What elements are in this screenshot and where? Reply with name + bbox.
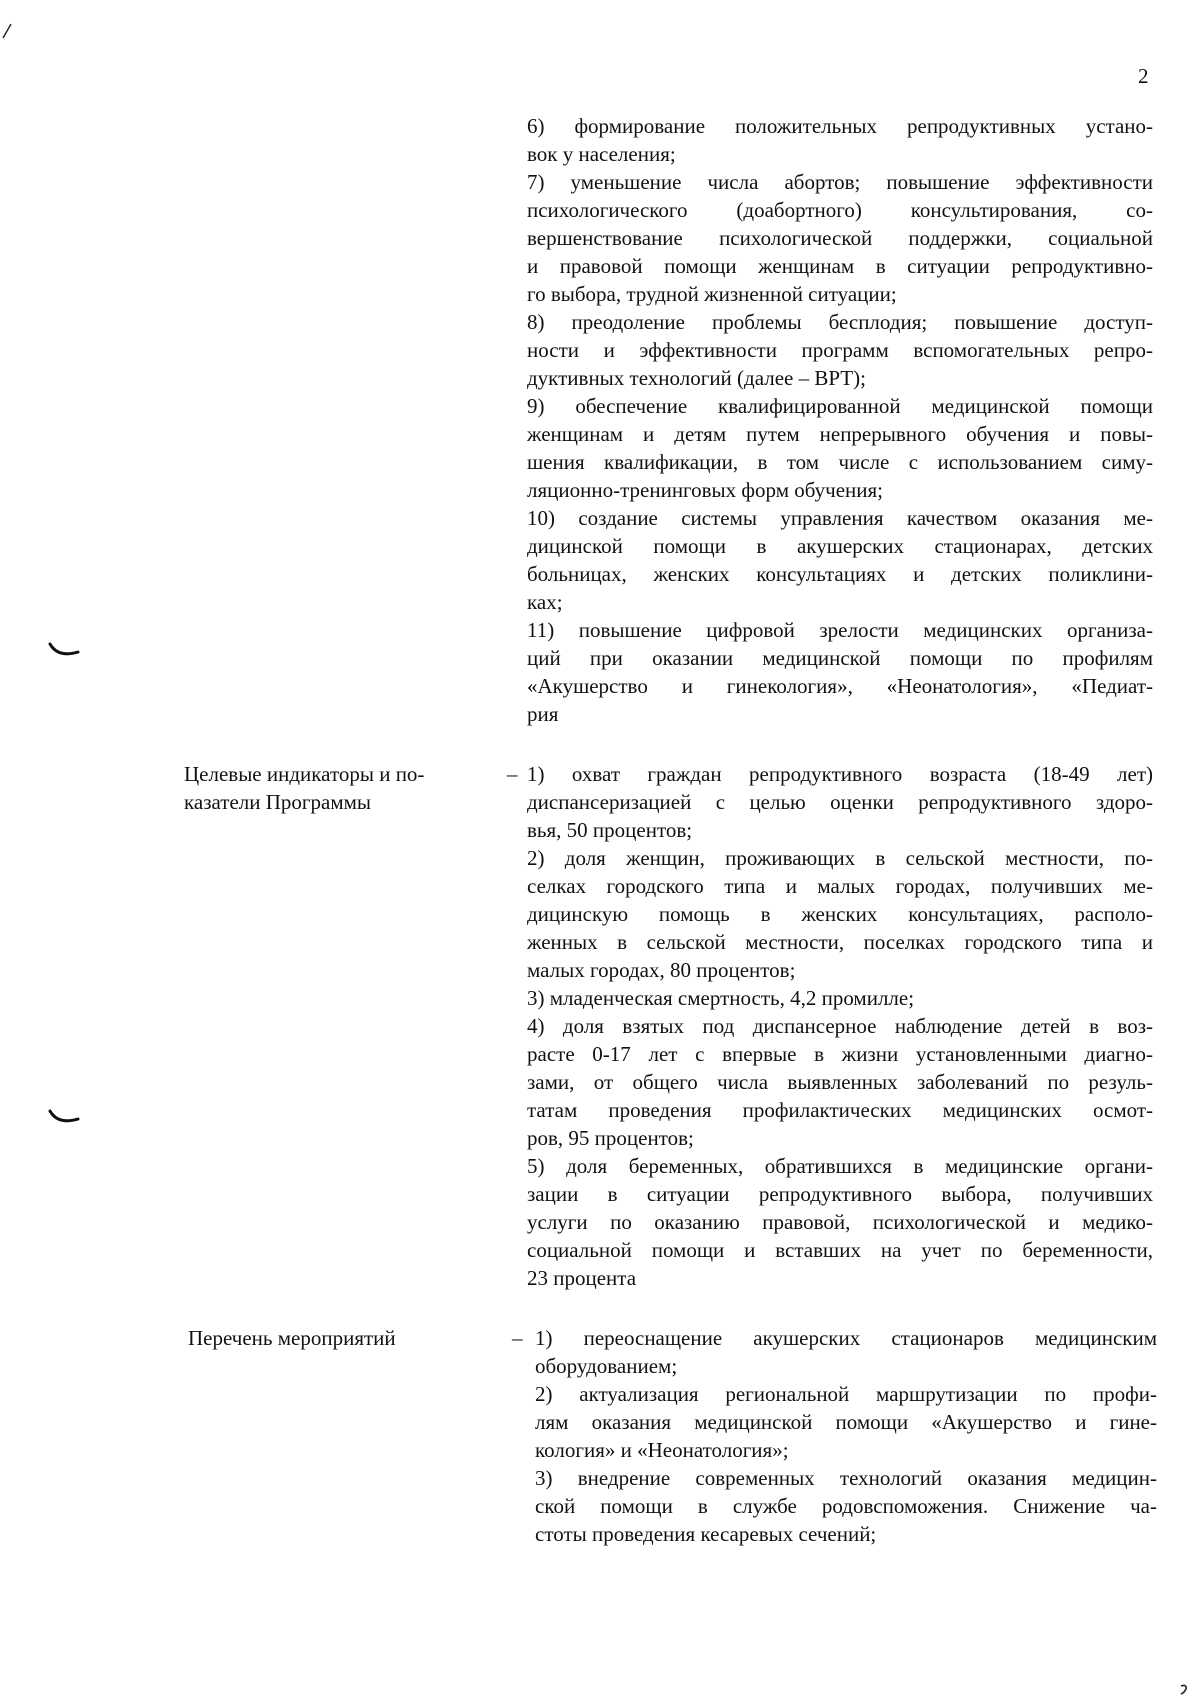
scan-mark-bottom [1178, 1682, 1192, 1696]
text-line: 3) младенческая смертность, 4,2 промилле; [527, 986, 915, 1010]
text-line: и правовой помощи женщинам в ситуации репродуктивно- [527, 254, 1153, 278]
text-line: 4) доля взятых под диспансерное наблюдение детей в воз- [527, 1014, 1153, 1038]
text-line: 9) обеспечение квалифицированной медицинской помощи [527, 394, 1153, 418]
text-line: женных в сельской местности, поселках городского типа и [527, 930, 1153, 954]
text-line: 8) преодоление проблемы бесплодия; повышение доступ- [527, 310, 1153, 334]
text-line: стоты проведения кесаревых сечений; [535, 1522, 877, 1546]
text-line: малых городах, 80 процентов; [527, 958, 796, 982]
text-line: го выбора, трудной жизненной ситуации; [527, 282, 897, 306]
text-line: женщинам и детям путем непрерывного обучения и повы- [527, 422, 1153, 446]
text-line: вершенствование психологической поддержки, социальной [527, 226, 1153, 250]
text-line: вья, 50 процентов; [527, 818, 693, 842]
text-line: 5) доля беременных, обратившихся в медицинские органи- [527, 1154, 1153, 1178]
text-line: кология» и «Неонатология»; [535, 1438, 789, 1462]
text-line: зации в ситуации репродуктивного выбора, получивших [527, 1182, 1153, 1206]
text-line: 10) создание системы управления качеством оказания ме- [527, 506, 1153, 530]
text-line: ций при оказании медицинской помощи по профилям [527, 646, 1153, 670]
text-line: татам проведения профилактических медицинских осмот- [527, 1098, 1153, 1122]
tasks-continued-block [527, 112, 1153, 728]
indicators-block [527, 760, 1153, 1292]
activities-block [535, 1324, 1157, 1548]
punch-hole-mark [46, 1107, 82, 1129]
text-line: 1) переоснащение акушерских стационаров медицинским [535, 1326, 1157, 1350]
text-line: шения квалификации, в том числе с использованием симу- [527, 450, 1153, 474]
text-line: ляционно-тренинговых форм обучения; [527, 478, 883, 502]
text-line: лям оказания медицинской помощи «Акушерство и гине- [535, 1410, 1157, 1434]
activities-dash: – [512, 1326, 523, 1350]
text-line: больницах, женских консультациях и детских поликлини- [527, 562, 1153, 586]
text-line: вок у населения; [527, 142, 676, 166]
text-line: селках городского типа и малых городах, получивших ме- [527, 874, 1153, 898]
text-line: дицинской помощи в акушерских стационарах, детских [527, 534, 1153, 558]
text-line: «Акушерство и гинекология», «Неонатология», «Педиат- [527, 674, 1153, 698]
indicators-dash: – [507, 762, 518, 786]
text-line: социальной помощи и вставших на учет по беременности, [527, 1238, 1153, 1262]
text-line: 6) формирование положительных репродуктивных устано- [527, 114, 1153, 138]
text-line: 11) повышение цифровой зрелости медицинских организа- [527, 618, 1153, 642]
text-line: дуктивных технологий (далее – ВРТ); [527, 366, 866, 390]
text-line: диспансеризацией с целью оценки репродуктивного здоро- [527, 790, 1153, 814]
label-line: казатели Программы [184, 790, 372, 814]
text-line: зами, от общего числа выявленных заболеваний по резуль- [527, 1070, 1153, 1094]
text-line: 7) уменьшение числа абортов; повышение эффективности [527, 170, 1153, 194]
text-line: ности и эффективности программ вспомогательных репро- [527, 338, 1153, 362]
text-line: 23 процента [527, 1266, 637, 1290]
text-line: психологического (доабортного) консультирования, со- [527, 198, 1153, 222]
label-line: Перечень мероприятий [188, 1326, 396, 1350]
text-line: ках; [527, 590, 563, 614]
text-line: ров, 95 процентов; [527, 1126, 694, 1150]
activities-label [188, 1324, 396, 1352]
text-line: услуги по оказанию правовой, психологической и медико- [527, 1210, 1153, 1234]
indicators-label [184, 760, 424, 816]
text-line: ской помощи в службе родовспоможения. Снижение ча- [535, 1494, 1157, 1518]
text-line: рия [527, 702, 559, 726]
punch-hole-mark [46, 640, 82, 662]
text-line: 2) актуализация региональной маршрутизации по профи- [535, 1382, 1157, 1406]
text-line: 3) внедрение современных технологий оказания медицин- [535, 1466, 1157, 1490]
text-line: 2) доля женщин, проживающих в сельской местности, по- [527, 846, 1153, 870]
text-line: 1) охват граждан репродуктивного возраста (18-49 лет) [527, 762, 1153, 786]
text-line: дицинскую помощь в женских консультациях, располо- [527, 902, 1153, 926]
text-line: оборудованием; [535, 1354, 678, 1378]
label-line: Целевые индикаторы и по- [184, 762, 425, 786]
text-line: расте 0-17 лет с впервые в жизни установленными диагно- [527, 1042, 1153, 1066]
page-number: 2 [1138, 64, 1149, 88]
scan-mark-top [0, 18, 16, 40]
